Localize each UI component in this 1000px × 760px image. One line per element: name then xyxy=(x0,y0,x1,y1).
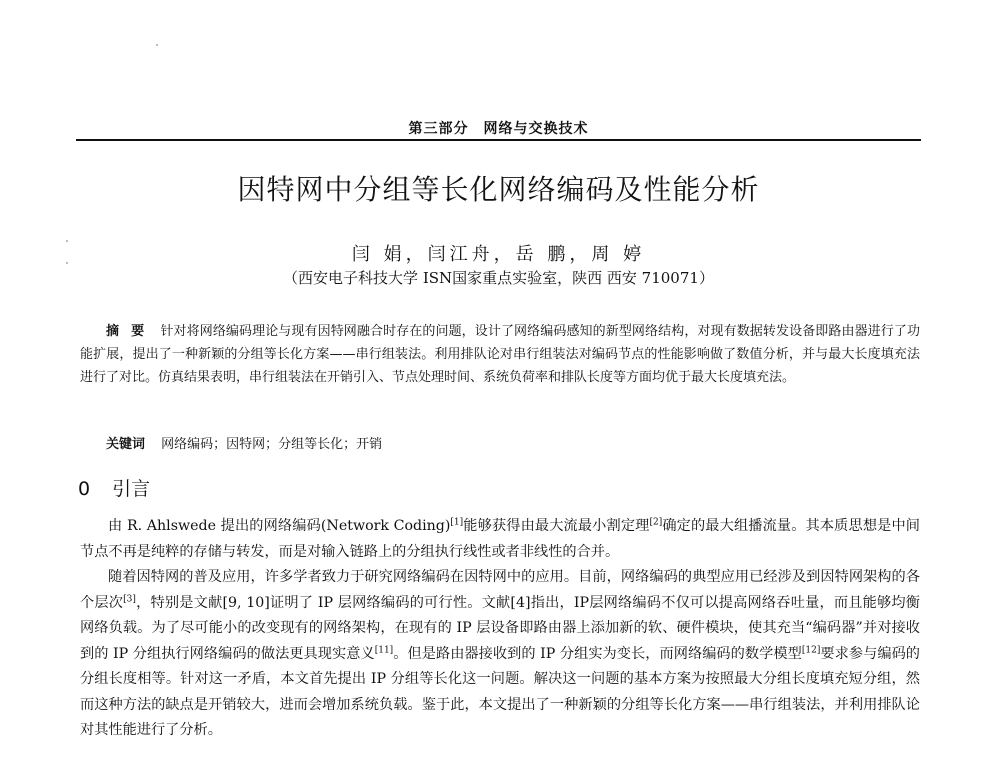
scan-speck xyxy=(66,262,68,264)
citation-ref: [12] xyxy=(801,644,821,655)
keywords-label: 关键词 xyxy=(106,437,146,452)
abstract-text: 针对将网络编码理论与现有因特网融合时存在的问题，设计了网络编码感知的新型网络结构，对现有数据转发设备即路由器进行了功能扩展，提出了一种新颖的分组等长化方案——串行组装法。利用排队论对串行组装法对编码节点的性能影响做了数值分析，并与最大长度填充法进行了对比。仿真结果表明，串行组装法在开销引入、节点处理时间、系统负荷率和排队长度等方面均优于最大长度填充法。 xyxy=(80,324,920,385)
paper-title: 因特网中分组等长化网络编码及性能分析 xyxy=(237,173,760,206)
header-rule xyxy=(76,139,921,141)
paragraph-text: ，特别是文献[9, 10]证明了 IP 层网络编码的可行性。文献[4]指出，IP层网络编码不仅可以提高网络吞吐量，而且能够均衡网络负载。为了尽可能小的改变现有的网络架构，在现有的 IP 层设备即路由器上添加新的软、硬件模块，使其充当“编码器”并对接收到的 IP 分组执行网络编码的做法更具现实意义 xyxy=(80,594,920,662)
running-header: 第三部分 网络与交换技术 xyxy=(408,121,589,137)
author-list: 闫 娟，闫江舟，岳 鹏，周 婷 xyxy=(351,244,646,265)
keywords xyxy=(80,433,920,456)
paragraph-text: 要求参与编码的分组长度相等。针对这一矛盾，本文首先提出 IP 分组等长化这一问题。解决这一问题的基本方案为按照最大分组长度填充短分组，然而这种方法的缺点是开销较大，进而会增加系统负载。鉴于此，本文提出了一种新颖的分组等长化方案——串行组装法，并利用排队论对其性能进行了分析。 xyxy=(80,645,920,738)
citation-ref: [2] xyxy=(649,517,663,528)
scan-speck xyxy=(156,44,158,46)
section-number: 0 xyxy=(78,478,91,500)
paragraph-text: 能够获得由最大流最小割定理 xyxy=(463,518,650,534)
paragraph-text: 。但是路由器接收到的 IP 分组实为变长，而网络编码的数学模型 xyxy=(393,645,802,662)
section-title: 引言 xyxy=(112,478,151,500)
citation-ref: [11] xyxy=(374,644,394,655)
section-heading xyxy=(78,474,150,501)
abstract xyxy=(80,320,920,389)
body-text xyxy=(80,514,920,744)
paragraph-text: 确定的最大组播流量。其本质思想是中间节点不再是纯粹的存储与转发，而是对输入链路上的分组执行线性或者非线性的合并。 xyxy=(80,518,920,560)
paragraph-2 xyxy=(80,565,920,744)
author-affiliation: （西安电子科技大学 ISN国家重点实验室，陕西 西安 710071） xyxy=(283,269,714,287)
paragraph-text: 随着因特网的普及应用，许多学者致力于研究网络编码在因特网中的应用。目前，网络编码的典型应用已经涉及到因特网架构的各个层次 xyxy=(80,569,920,611)
abstract-label: 摘要 xyxy=(106,324,157,339)
citation-ref: [3] xyxy=(123,593,136,604)
scan-speck xyxy=(66,240,68,242)
paragraph-text: 由 R. Ahlswede 提出的网络编码(Network Coding) xyxy=(108,518,451,534)
citation-ref: [1] xyxy=(450,517,464,528)
keywords-text: 网络编码；因特网；分组等长化；开销 xyxy=(161,437,383,452)
paragraph-1 xyxy=(80,514,920,565)
